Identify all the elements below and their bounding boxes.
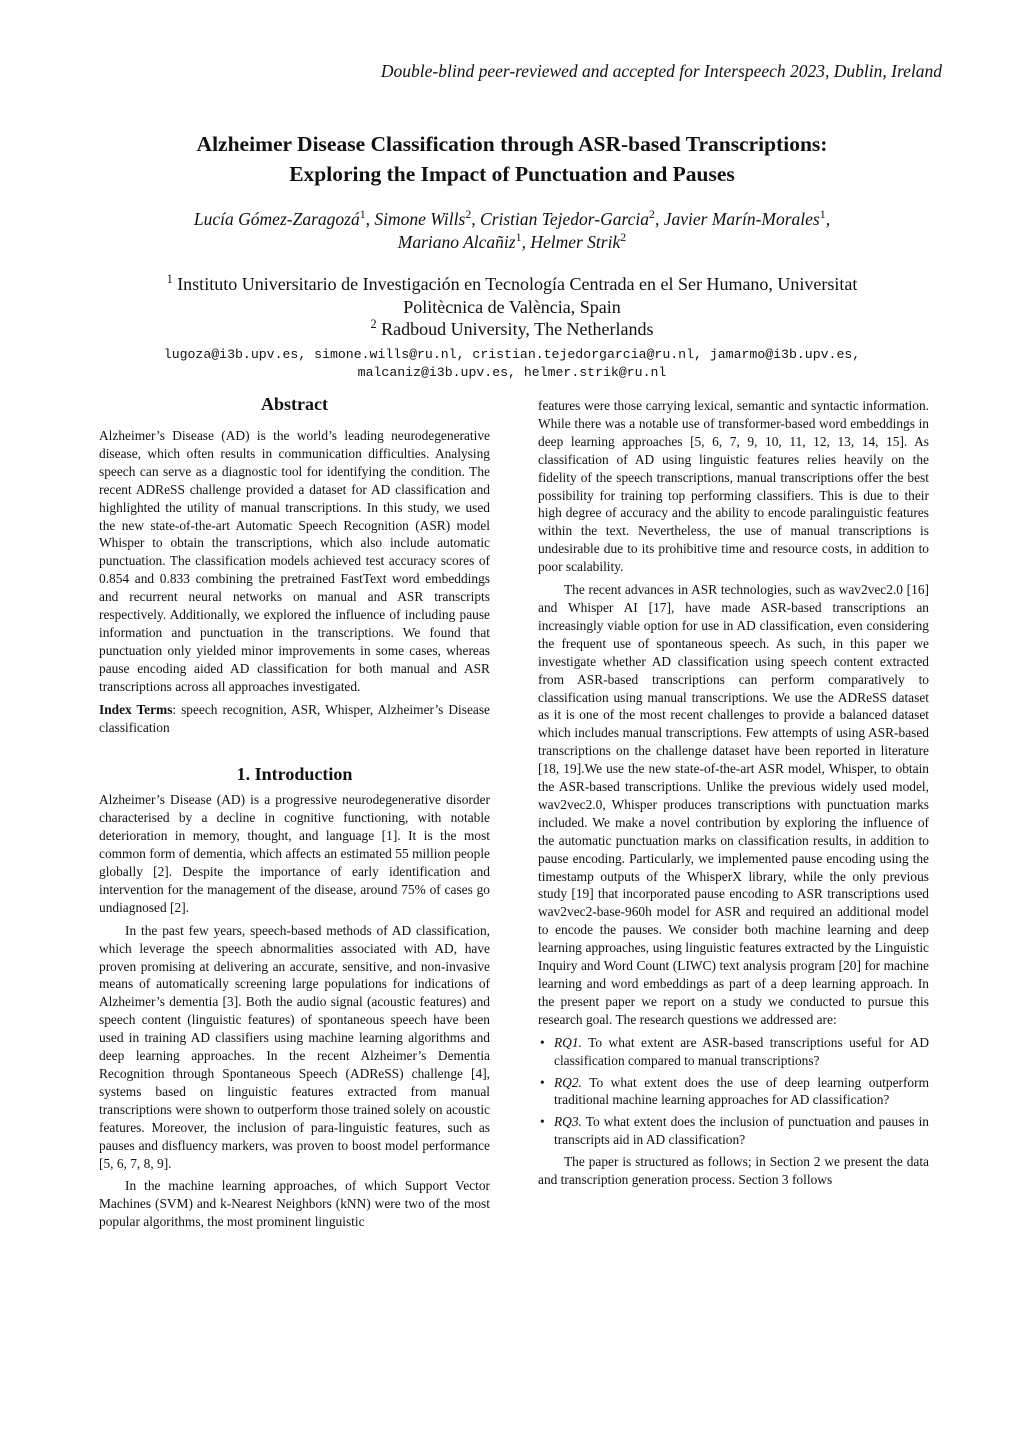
author-line-1: Lucía Gómez-Zaragozá$^1$, Simone Wills$^2$, Cristian Tejedor-Garcia$^2$, Javier Marín-Morales$^1$, (193, 207, 831, 229)
rq-label: RQ2. (554, 1074, 582, 1090)
right-column (538, 397, 929, 1189)
author-affil-mark: 2 (620, 230, 627, 245)
email-line-2: malcaniz@i3b.upv.es, helmer.strik@ru.nl (357, 365, 667, 380)
author-name: Lucía Gómez-Zaragozá (193, 209, 360, 229)
email-line-1: lugoza@i3b.upv.es, simone.wills@ru.nl, cristian.tejedorgarcia@ru.nl, jamarmo@i3b.upv.es, (163, 347, 861, 362)
index-terms (99, 701, 490, 737)
rq-text: To what extent are ASR-based transcriptions useful for AD classification compared to manual transcriptions? (554, 1034, 929, 1068)
abstract-text: Alzheimer’s Disease (AD) is the world’s leading neurodegenerative disease, which often results in communication difficulties. Analysing speech can serve as a diagnostic tool for identifying the condition. The recent ADReSS challenge provided a dataset for AD classification and highlighted the utility of manual transcriptions. In this study, we used the new state-of-the-art Automatic Speech Recognition (ASR) model Whisper to obtain the transcriptions, which also include automatic punctuation. The classification models achieved test accuracy scores of 0.854 and 0.833 combining the pretrained FastText word embeddings and recurrent neural networks on manual and ASR transcripts respectively. Additionally, we explored the influence of including pause information and punctuation in the transcriptions. We found that punctuation only yielded minor improvements in some cases, whereas pause encoding aided AD classification for both manual and ASR transcriptions across all approaches investigated. (99, 428, 490, 694)
author-line-2: Mariano Alcañiz$^1$, Helmer Strik$^2$ (397, 230, 627, 252)
author-name: Simone Wills (374, 209, 466, 229)
abstract-heading: Abstract (261, 394, 328, 414)
author-affil-mark: 2 (465, 207, 472, 222)
intro-paragraph-2: In the past few years, speech-based methods of AD classification, which leverage the speech abnormalities associated with AD, have proven promising at delivering an accurate, sensitive, and non-invasive means of automatically screening large populations for indications of Alzheimer’s dementia [3]. Both the audio signal (acoustic features) and speech content (linguistic features) of spontaneous speech have been used in training AD classifiers using machine learning algorithms and deep learning approaches. In the recent Alzheimer’s Dementia Recognition through Spontaneous Speech (ADReSS) challenge [4], systems based on linguistic features extracted from manual transcriptions were shown to outperform those trained solely on acoustic features. Moreover, the inclusion of para-linguistic features, such as pauses and disfluency markers, was proven to boost model performance [5, 6, 7, 8, 9]. (99, 922, 490, 1171)
affiliations (0, 273, 1024, 341)
affiliation-mark: 2 (370, 317, 377, 331)
affiliation-mark: 1 (166, 272, 173, 286)
research-question-1 (538, 1034, 929, 1070)
intro-paragraph-4: The recent advances in ASR technologies, such as wav2vec2.0 [16] and Whisper AI [17], have made ASR-based transcriptions an increasingly viable option for use in AD classification, even considering the frequent use of spontaneous speech. As such, in this paper we investigate whether AD classification using speech content extracted from ASR-based transcriptions can perform comparatively to classification using manual transcriptions. We use the ADReSS dataset as it is one of the most recent challenges to provide a balanced dataset which includes manual transcriptions. Few attempts of using ASR-based transcriptions on the challenge dataset have been reported in literature [18, 19].We use the new state-of-the-art ASR model, Whisper, to obtain the ASR-based transcriptions. Unlike the previous widely used model, wav2vec2.0, Whisper produces transcriptions with punctuation marks included. We make a novel contribution by exploring the influence of the automatic punctuation marks on classification results, in addition to pause encoding. Particularly, we implemented pause encoding using the timestamp outputs of the WhisperX library, while the only previous study [19] that incorporated pause encoding to ASR transcriptions used wav2vec2-base-960h model for ASR and required an additional model to encode the pauses. We consider both machine learning and deep learning approaches, using linguistic features extracted by the Linguistic Inquiry and Word Count (LIWC) text analysis program [20] for machine learning and word embeddings as part of a deep learning approach. In the present paper we report on a study we conducted to pursue this research goal. The research questions we addressed are: (538, 582, 929, 1027)
rq-label: RQ1. (554, 1034, 582, 1050)
author-affil-mark: 1 (515, 230, 522, 245)
affiliation-1 (0, 273, 1024, 296)
intro-paragraph-3: In the machine learning approaches, of which Support Vector Machines (SVM) and k-Nearest Neighbors (kNN) were two of the most popular algorithms, the most prominent linguistic (99, 1178, 490, 1230)
index-terms-text: : speech recognition, ASR, Whisper, Alzheimer’s Disease classification (99, 701, 490, 735)
affiliation-1-cont: Politècnica de València, Spain (403, 296, 621, 317)
index-terms-label: Index Terms (99, 701, 173, 717)
author-affil-mark: 1 (359, 207, 366, 222)
rq-label: RQ3. (554, 1114, 582, 1130)
affiliation-1-text: Instituto Universitario de Investigación en Tecnología Centrada en el Ser Humano, Universitat (177, 274, 858, 294)
intro-paragraph-5: The paper is structured as follows; in Section 2 we present the data and transcription generation process. Section 3 follows (538, 1154, 929, 1188)
author-list (0, 208, 1024, 254)
author-emails (0, 346, 1024, 382)
author-affil-mark: 1 (819, 207, 826, 222)
affiliation-2-text: Radboud University, The Netherlands (381, 319, 654, 339)
intro-heading: 1. Introduction (236, 764, 353, 785)
venue-header: Double-blind peer-reviewed and accepted for Interspeech 2023, Dublin, Ireland (380, 61, 942, 81)
author-affil-mark: 2 (649, 207, 655, 222)
research-question-3 (538, 1113, 929, 1149)
rq-text: To what extent does the inclusion of punctuation and pauses in transcripts aid in AD classification? (554, 1114, 929, 1148)
bullet-icon: • (540, 1114, 545, 1130)
author-name: Mariano Alcañiz (397, 232, 516, 252)
affiliation-2 (0, 318, 1024, 341)
research-question-2 (538, 1074, 929, 1110)
intro-paragraph-3-cont: features were those carrying lexical, semantic and syntactic information. While there was a notable use of transformer-based word embeddings in deep learning approaches [5, 6, 7, 9, 10, 11, 12, 13, 14, 15]. As classification of AD using linguistic features relies heavily on the fidelity of the speech transcriptions, manual transcriptions offer the best possibility for training top performing classifiers. This is due to their high degree of accuracy and the ability to encode paralinguistic features within the text. Nevertheless, the use of manual transcriptions is undesirable due to its prohibitive time and resource costs, in addition to poor scalability. (538, 398, 929, 575)
research-questions (538, 1034, 929, 1149)
intro-paragraph-1: Alzheimer’s Disease (AD) is a progressive neurodegenerative disorder characterised by a decline in cognitive functioning, with notable deterioration in memory, thought, and language [1]. It is the most common form of dementia, which affects an estimated 55 million people globally [2]. Despite the importance of early identification and intervention for the management of the disease, around 75% of cases go undiagnosed [2]. (99, 792, 490, 915)
title-line-2: Exploring the Impact of Punctuation and Pauses (289, 162, 735, 186)
bullet-icon: • (540, 1074, 545, 1090)
title-line-1: Alzheimer Disease Classification through ASR-based Transcriptions: (196, 132, 828, 156)
author-name: Javier Marín-Morales (663, 209, 820, 229)
paper-title (0, 129, 1024, 189)
author-name: Helmer Strik (530, 232, 621, 252)
left-column (99, 392, 490, 1231)
bullet-icon: • (540, 1034, 545, 1050)
rq-text: To what extent does the use of deep learning outperform traditional machine learning approaches for AD classification? (554, 1074, 929, 1108)
author-name: Cristian Tejedor-Garcia (480, 209, 650, 229)
